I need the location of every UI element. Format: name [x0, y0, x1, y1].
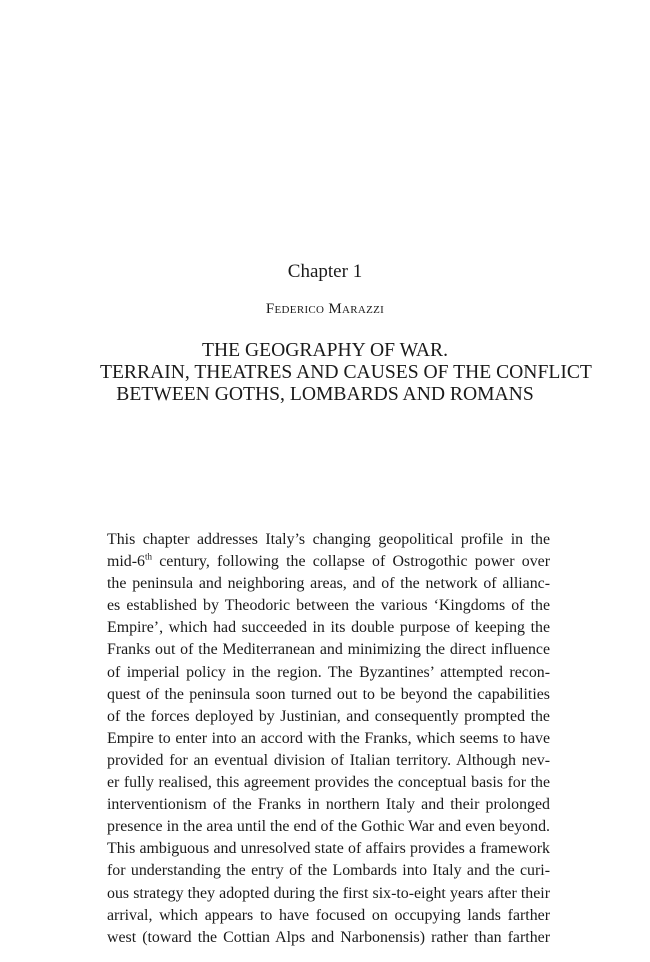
- chapter-author: Federico Marazzi: [265, 301, 385, 317]
- abstract-line: presence in the area until the end of the Gothic War and even beyond.: [107, 818, 550, 836]
- abstract-line: This ambiguous and unresolved state of affairs provides a framework: [107, 840, 550, 858]
- abstract-line: quest of the peninsula soon turned out to be beyond the capabilities: [107, 685, 550, 703]
- abstract-line: Empire to enter into an accord with the Franks, which seems to have: [107, 729, 550, 747]
- abstract-line: ous strategy they adopted during the first six-to-eight years after their: [107, 884, 550, 902]
- abstract-line: west (toward the Cottian Alps and Narbonensis) rather than farther: [107, 928, 550, 946]
- ordinal-superscript: th: [144, 551, 152, 562]
- abstract-line: the peninsula and neighboring areas, and of the network of allianc-: [107, 575, 550, 593]
- abstract-text-fragment: century, following the collapse of Ostrogothic power over: [151, 553, 550, 571]
- abstract-line: es established by Theodoric between the various ‘Kingdoms of the: [107, 597, 550, 615]
- abstract-line: er fully realised, this agreement provides the conceptual basis for the: [107, 774, 550, 792]
- chapter-title: [100, 340, 592, 406]
- chapter-abstract: [107, 529, 550, 949]
- abstract-text-fragment: mid-6: [107, 553, 145, 571]
- chapter-title-line: BETWEEN GOTHS, LOMBARDS AND ROMANS: [116, 384, 534, 405]
- abstract-line: for understanding the entry of the Lombards into Italy and the curi-: [107, 862, 550, 880]
- abstract-line: arrival, which appears to have focused on occupying lands farther: [107, 906, 550, 924]
- abstract-line: of the forces deployed by Justinian, and consequently prompted the: [107, 707, 550, 725]
- abstract-line: of imperial policy in the region. The Byzantines’ attempted recon-: [107, 663, 550, 681]
- abstract-line: Empire’, which had succeeded in its double purpose of keeping the: [107, 619, 550, 637]
- chapter-title-line: THE GEOGRAPHY OF WAR.: [201, 340, 449, 361]
- chapter-title-line: TERRAIN, THEATRES AND CAUSES OF THE CONFLICT: [100, 362, 592, 383]
- abstract-line: interventionism of the Franks in northern Italy and their prolonged: [107, 796, 550, 814]
- abstract-line: [107, 551, 550, 573]
- abstract-line: Franks out of the Mediterranean and minimizing the direct influence: [107, 641, 550, 659]
- chapter-number: Chapter 1: [287, 261, 363, 282]
- abstract-line: This chapter addresses Italy’s changing geopolitical profile in the: [107, 531, 550, 548]
- abstract-line: provided for an eventual division of Italian territory. Although nev-: [107, 751, 550, 769]
